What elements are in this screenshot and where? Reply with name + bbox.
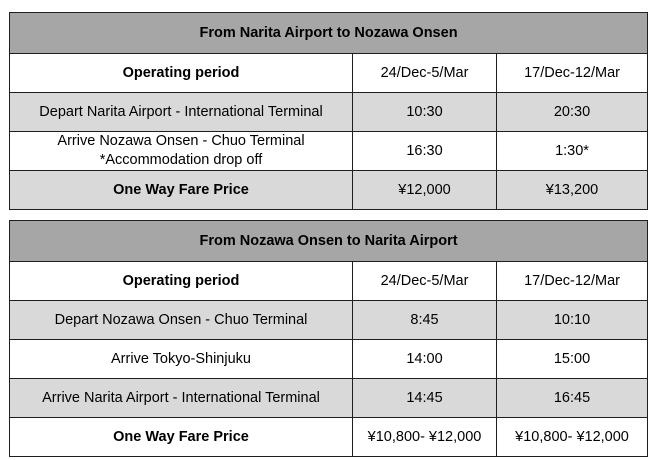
fare-col1: ¥12,000 [353, 171, 497, 210]
operating-period-row [10, 262, 648, 301]
row-label: Depart Nozawa Onsen - Chuo Terminal [10, 301, 353, 340]
row-time-col2: 20:30 [497, 93, 648, 132]
row-label: Arrive Narita Airport - International Terminal [10, 379, 353, 418]
table-row [10, 301, 648, 340]
operating-period-label: Operating period [10, 54, 353, 93]
fare-col2: ¥10,800- ¥12,000 [497, 418, 648, 457]
period-col1-header: 24/Dec-5/Mar [353, 54, 497, 93]
row-time-col2: 16:45 [497, 379, 648, 418]
table-row [10, 379, 648, 418]
fare-label: One Way Fare Price [10, 171, 353, 210]
table-row [10, 132, 648, 171]
row-time-col1: 8:45 [353, 301, 497, 340]
row-time-col2: 15:00 [497, 340, 648, 379]
table-row [10, 340, 648, 379]
row-time-col1: 10:30 [353, 93, 497, 132]
table-row [10, 93, 648, 132]
row-time-col1: 14:00 [353, 340, 497, 379]
operating-period-label: Operating period [10, 262, 353, 301]
fare-row [10, 171, 648, 210]
row-label: Arrive Nozawa Onsen - Chuo Terminal [57, 133, 305, 149]
table-title-row [10, 13, 648, 54]
fare-row [10, 418, 648, 457]
period-col2-header: 17/Dec-12/Mar [497, 54, 648, 93]
period-col2-header: 17/Dec-12/Mar [497, 262, 648, 301]
fare-label: One Way Fare Price [10, 418, 353, 457]
inbound-schedule-table [9, 220, 648, 457]
row-note: *Accommodation drop off [99, 152, 263, 168]
operating-period-row [10, 54, 648, 93]
table-title-row [10, 221, 648, 262]
row-label: Depart Narita Airport - International Terminal [10, 93, 353, 132]
row-label: Arrive Tokyo-Shinjuku [10, 340, 353, 379]
outbound-schedule-table [9, 12, 648, 210]
row-time-col1: 16:30 [353, 132, 497, 171]
row-label-cell [10, 132, 353, 171]
fare-col2: ¥13,200 [497, 171, 648, 210]
row-time-col2: 1:30* [497, 132, 648, 171]
outbound-table-title: From Narita Airport to Nozawa Onsen [10, 13, 648, 54]
inbound-table-title: From Nozawa Onsen to Narita Airport [10, 221, 648, 262]
fare-col1: ¥10,800- ¥12,000 [353, 418, 497, 457]
row-time-col1: 14:45 [353, 379, 497, 418]
period-col1-header: 24/Dec-5/Mar [353, 262, 497, 301]
row-time-col2: 10:10 [497, 301, 648, 340]
